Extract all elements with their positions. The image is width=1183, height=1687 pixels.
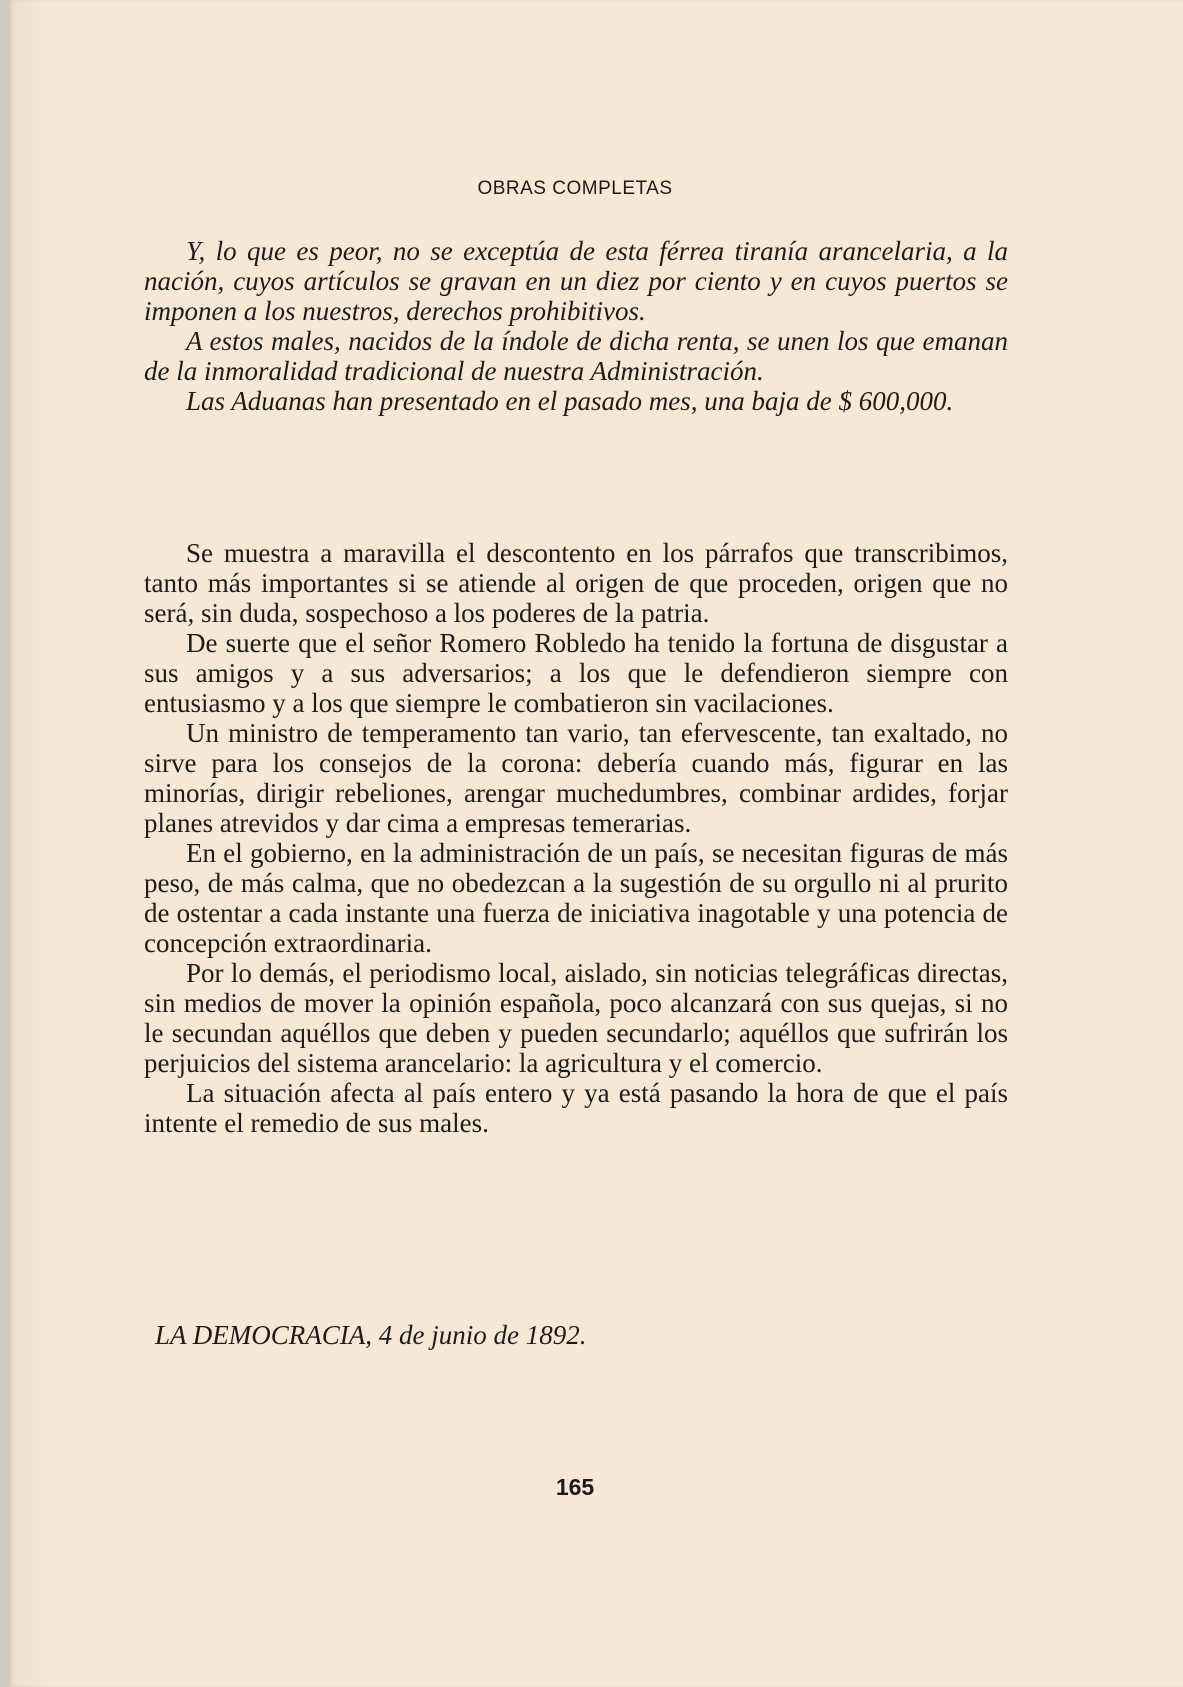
quoted-passage	[144, 236, 1008, 416]
book-page	[10, 0, 1183, 1687]
body-paragraph: De suerte que el señor Romero Robledo ha tenido la fortuna de disgustar a sus amigos y a sus adversarios; a los que le defendieron siempre con entusiasmo y a los que siempre le combatieron sin vacilaciones.	[144, 628, 1008, 718]
body-paragraph: La situación afecta al país entero y ya está pasando la hora de que el país intente el remedio de sus males.	[144, 1078, 1008, 1138]
quote-paragraph: Y, lo que es peor, no se exceptúa de esta férrea tiranía arancelaria, a la nación, cuyos artículos se gravan en un diez por ciento y en cuyos puertos se imponen a los nuestros, derechos prohibitivos.	[144, 236, 1008, 326]
body-paragraph: En el gobierno, en la administración de un país, se necesitan figuras de más peso, de más calma, que no obedezcan a la sugestión de su orgullo ni al prurito de ostentar a cada instante una fuerza de iniciativa inagotable y una potencia de concepción extraordinaria.	[144, 838, 1008, 958]
body-paragraph: Por lo demás, el periodismo local, aislado, sin noticias telegráficas directas, sin medios de mover la opinión española, poco alcanzará con sus quejas, si no le secundan aquéllos que deben y pueden secundarlo; aquéllos que sufrirán los perjuicios del sistema arancelario: la agricultura y el comercio.	[144, 958, 1008, 1078]
main-text	[144, 538, 1008, 1138]
body-paragraph: Se muestra a maravilla el descontento en los párrafos que transcribimos, tanto más importantes si se atiende al origen de que proceden, origen que no será, sin duda, sospechoso a los poderes de la patria.	[144, 538, 1008, 628]
source-signature: LA DEMOCRACIA, 4 de junio de 1892.	[155, 1320, 587, 1350]
body-paragraph: Un ministro de temperamento tan vario, tan efervescente, tan exaltado, no sirve para los consejos de la corona: debería cuando más, figurar en las minorías, dirigir rebeliones, arengar muchedumbres, combinar ardides, forjar planes atrevidos y dar cima a empresas temerarias.	[144, 718, 1008, 838]
quote-paragraph: A estos males, nacidos de la índole de dicha renta, se unen los que emanan de la inmoralidad tradicional de nuestra Administración.	[144, 326, 1008, 386]
running-header: OBRAS COMPLETAS	[477, 178, 673, 199]
page-number: 165	[555, 1474, 595, 1500]
quote-paragraph: Las Aduanas han presentado en el pasado mes, una baja de $ 600,000.	[186, 386, 954, 416]
